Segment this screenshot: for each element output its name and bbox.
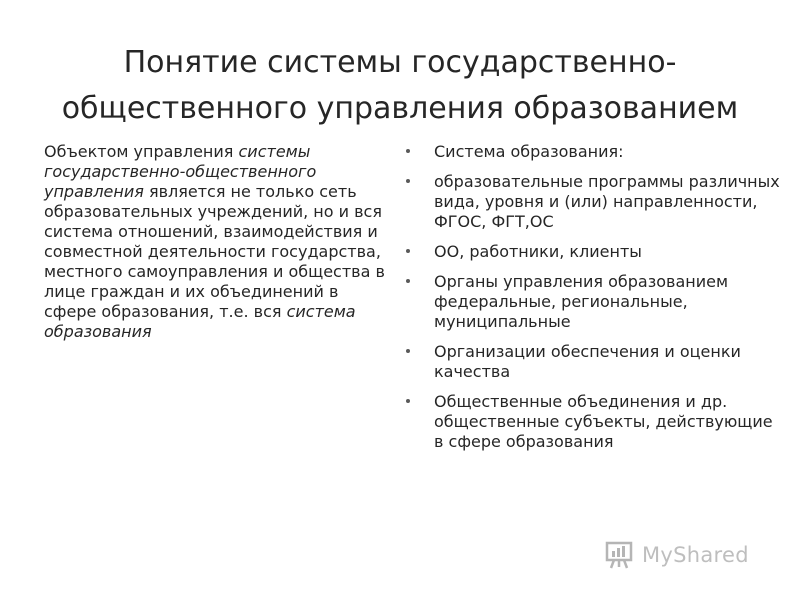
list-item: Органы управления образованием федеральные, региональные, муниципальные xyxy=(404,272,784,332)
list-item: ОО, работники, клиенты xyxy=(404,242,784,262)
left-paragraph xyxy=(44,142,394,342)
slide-title: Понятие системы государственно-общественного управления образованием xyxy=(61,45,739,126)
presentation-board-icon xyxy=(604,540,634,570)
list-item: Общественные объединения и др. общественные субъекты, действующие в сфере образования xyxy=(404,392,784,452)
bullet-icon xyxy=(406,399,410,403)
watermark-text: MyShared xyxy=(642,543,749,567)
list-item: Система образования: xyxy=(404,142,784,162)
left-text-1: Объектом управления xyxy=(44,142,239,161)
left-text-4-italic: система образования xyxy=(44,302,356,341)
bullet-icon xyxy=(406,249,410,253)
bullet-list xyxy=(404,142,784,462)
bullet-icon xyxy=(406,179,410,183)
list-item: образовательные программы различных вида, уровня и (или) направленности, ФГОС, ФГТ,ОС xyxy=(404,172,784,232)
watermark-logo[interactable] xyxy=(604,538,749,572)
left-text-3: является не только сеть образовательных учреждений, но и вся система отношений, взаимодействия и совместной деятельности государства, местного самоуправления и общества в лице граждан и их объединений в сфере образования, т.е. вся xyxy=(44,182,385,321)
bullet-icon xyxy=(406,349,410,353)
left-text-2-italic: системы государственно-общественного управления xyxy=(44,142,317,201)
list-item: Организации обеспечения и оценки качества xyxy=(404,342,784,382)
bullet-icon xyxy=(406,279,410,283)
bullet-icon xyxy=(406,149,410,153)
